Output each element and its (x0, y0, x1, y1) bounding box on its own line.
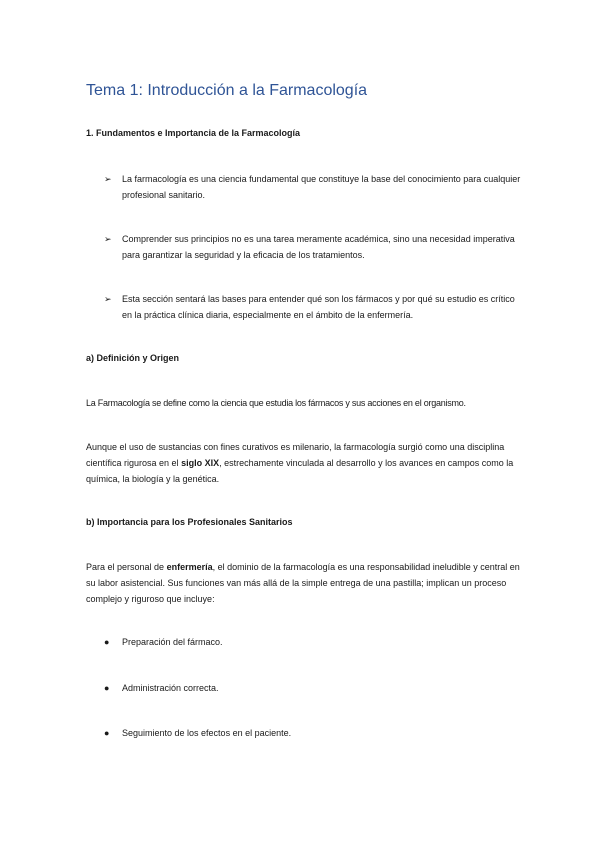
intro-paragraph: Para el personal de enfermería, el dominio de la farmacología es una responsabilidad ineludible y central en su labor asistencial. Sus funciones van más allá de la simple entrega de una pastilla; implican un proceso complejo y riguroso que incluye: (86, 562, 520, 604)
list-item (104, 680, 219, 696)
bold-text: enfermería (166, 562, 213, 572)
arrow-bullet-icon: ➢ (104, 174, 112, 184)
list-item-text: Administración correcta. (122, 683, 219, 693)
section-b-heading: b) Importancia para los Profesionales Sanitarios (86, 517, 293, 527)
section-1-heading: 1. Fundamentos e Importancia de la Farmacología (86, 128, 301, 138)
list-item-text: La farmacología es una ciencia fundamental que constituye la base del conocimiento para cualquier profesional sanitario. (122, 174, 521, 200)
list-item-text: Seguimiento de los efectos en el paciente. (122, 728, 292, 738)
list-item-text: Preparación del fármaco. (122, 637, 223, 647)
bold-text: siglo XIX (181, 458, 220, 468)
list-item (104, 291, 524, 323)
origin-paragraph: Aunque el uso de sustancias con fines curativos es milenario, la farmacología surgió como una disciplina científica rigurosa en el siglo XIX, estrechamente vinculada al desarrollo y los avances en campos como la química, la biología y la genética. (86, 442, 514, 484)
list-item (104, 171, 524, 203)
dot-bullet-icon: ● (104, 637, 110, 647)
section-a-heading: a) Definición y Origen (86, 353, 180, 363)
list-item-text: Esta sección sentará las bases para entender qué son los fármacos y por qué su estudio es crítico en la práctica clínica diaria, especialmente en el ámbito de la enfermería. (122, 294, 515, 320)
list-item (104, 231, 524, 263)
document-title: Tema 1: Introducción a la Farmacología (86, 82, 368, 99)
list-item (104, 634, 223, 650)
arrow-bullet-icon: ➢ (104, 294, 112, 304)
arrow-bullet-icon: ➢ (104, 234, 112, 244)
dot-bullet-icon: ● (104, 683, 110, 693)
list-item (104, 725, 291, 741)
definition-paragraph: La Farmacología se define como la ciencia que estudia los fármacos y sus acciones en el organismo. (86, 398, 466, 408)
list-item-text: Comprender sus principios no es una tarea meramente académica, sino una necesidad imperativa para garantizar la seguridad y la eficacia de los tratamientos. (122, 234, 515, 260)
dot-bullet-icon: ● (104, 728, 110, 738)
